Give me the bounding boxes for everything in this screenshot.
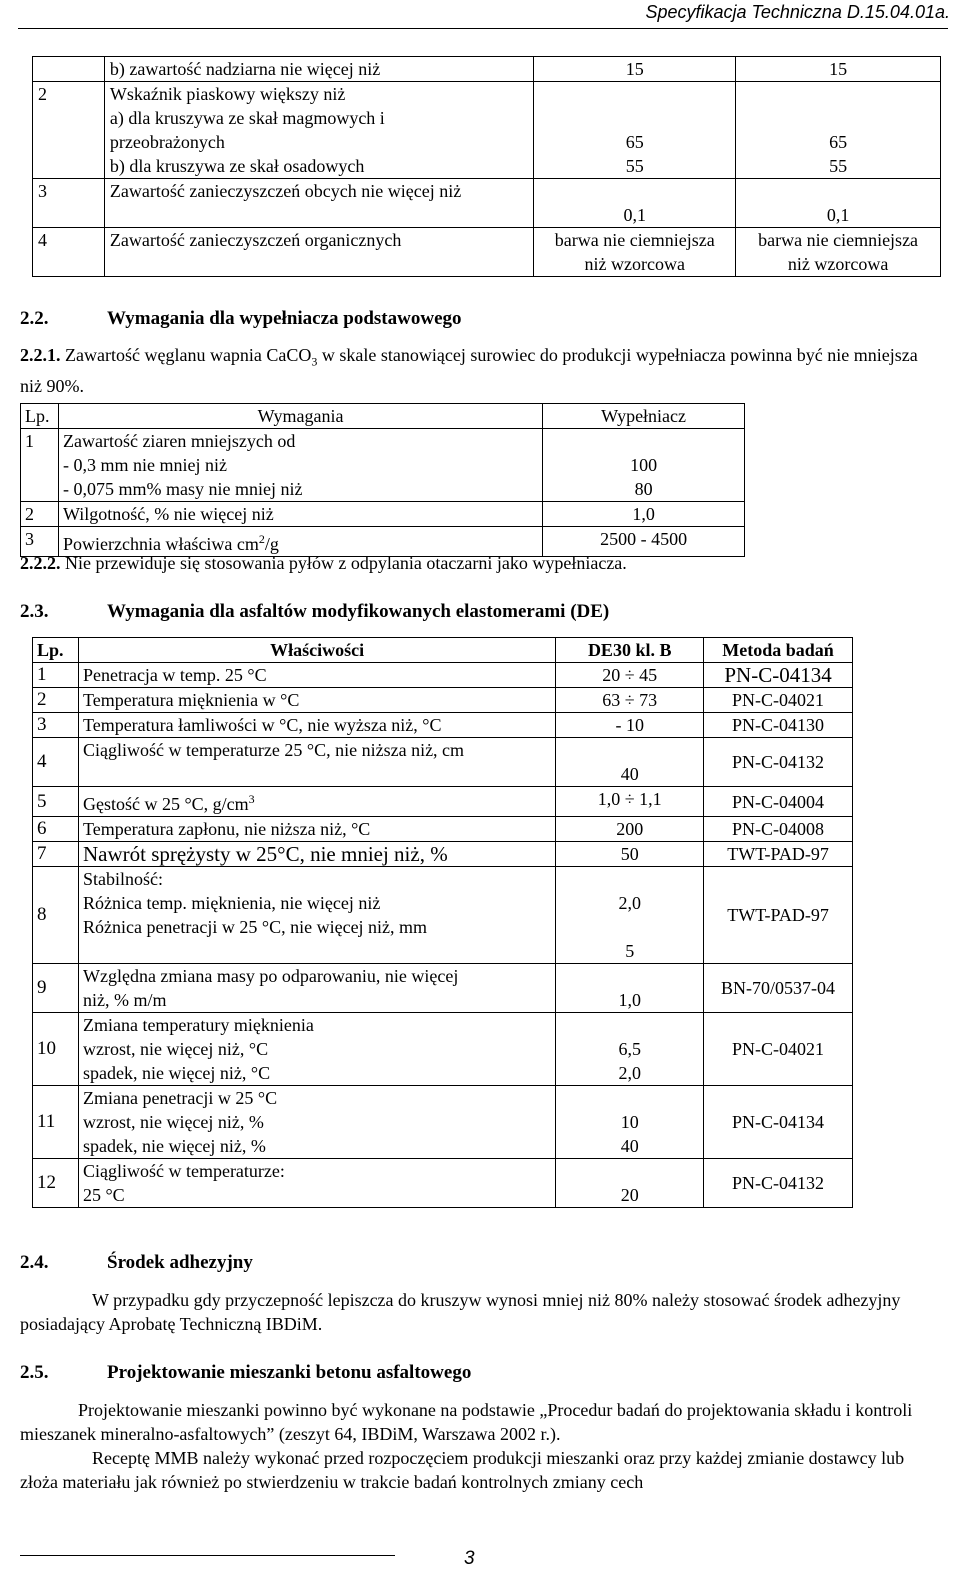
de30-value-line: 20 ÷ 45 (602, 665, 658, 685)
de30-value (556, 1013, 704, 1086)
value-col1 (534, 228, 736, 277)
property-description (78, 964, 555, 1013)
de30-value-line: - 10 (615, 715, 644, 735)
value-col1 (534, 179, 736, 228)
row-description-line: - 0,3 mm nie mniej niż (62, 455, 227, 475)
col-header-de30: DE30 kl. B (556, 638, 704, 663)
property-description (78, 1013, 555, 1086)
property-description-line: Zmiana penetracji w 25 °C (82, 1088, 278, 1108)
filler-value-line: 80 (634, 479, 653, 499)
row-number: 8 (33, 867, 79, 964)
property-description-line: Temperatura zapłonu, nie niższa niż, °C (82, 819, 371, 839)
value-col2 (736, 179, 941, 228)
test-method: PN-C-04132 (704, 738, 853, 787)
row-description (58, 502, 542, 527)
property-description (78, 713, 555, 738)
value-col2-line: 15 (829, 59, 848, 79)
row-description-line: a) dla kruszywa ze skał magmowych i (109, 108, 385, 128)
de30-value-line: 2,0 (618, 1063, 641, 1083)
property-description-line: Zmiana temperatury mięknienia (82, 1015, 314, 1035)
test-method: PN-C-04132 (704, 1159, 853, 1208)
row-description (104, 228, 533, 277)
property-description-line: wzrost, nie więcej niż, °C (82, 1039, 269, 1059)
de30-value-line: 40 (620, 1136, 639, 1156)
property-description (78, 1159, 555, 1208)
value-col1-line: barwa nie ciemniejsza (554, 230, 715, 250)
section-2-3-heading: 2.3. Wymagania dla asfaltów modyfikowanych elastomerami (DE) (20, 601, 610, 622)
section-2-5-heading: 2.5. Projektowanie mieszanki betonu asfaltowego (20, 1362, 472, 1383)
row-number: 2 (33, 82, 105, 179)
col-header-requirements: Wymagania (58, 404, 542, 429)
test-method: PN-C-04130 (704, 713, 853, 738)
col-header-lp: Lp. (33, 638, 79, 663)
table-row (33, 1086, 853, 1159)
de30-value-line: 20 (620, 1185, 639, 1205)
row-number: 3 (21, 527, 59, 557)
de30-value (556, 817, 704, 842)
value-col1-line (539, 179, 730, 203)
value-col2-line: 65 (829, 132, 848, 152)
row-description-line: Zawartość ziaren mniejszych od (62, 431, 296, 451)
de30-value (556, 787, 704, 817)
value-col1-line (539, 82, 730, 106)
section-2-4-heading: 2.4. Środek adhezyjny (20, 1252, 253, 1273)
value-col1-line: 55 (625, 156, 644, 176)
row-description (104, 57, 533, 82)
filler-value-line: 1,0 (632, 504, 655, 524)
paragraph-2-5-b: Receptę MMB należy wykonać przed rozpoczęciem produkcji mieszanki oraz przy każdej zmianie dostawcy lub złoża materiału jak również po stwierdzeniu w trakcie badań kontrolnych zmiany cech (20, 1448, 905, 1492)
de30-value (556, 663, 704, 688)
de30-value-line: 50 (620, 844, 639, 864)
property-description (78, 1086, 555, 1159)
paragraph-2-2-2: 2.2.2. Nie przewiduje się stosowania pyłów z odpylania otaczarni jako wypełniacza. (20, 553, 627, 573)
row-number: 6 (33, 817, 79, 842)
table-row (33, 713, 853, 738)
de30-value (556, 738, 704, 787)
filler-value-line: 2500 - 4500 (600, 529, 688, 549)
col-header-properties: Właściwości (78, 638, 555, 663)
property-description-line: Temperatura mięknienia w °C (82, 690, 300, 710)
table-row (33, 867, 853, 964)
de30-value-line: 63 ÷ 73 (602, 690, 658, 710)
row-description: Powierzchnia właściwa $cm^2/g$ (58, 527, 542, 557)
row-number: 2 (33, 688, 79, 713)
de30-value-line (560, 915, 699, 939)
de30-value-line (560, 1159, 699, 1183)
property-description-line: niż, % m/m (82, 990, 167, 1010)
value-col1-line: 15 (625, 59, 644, 79)
test-method: BN-70/0537-04 (704, 964, 853, 1013)
de30-value (556, 842, 704, 867)
row-number: 7 (33, 842, 79, 867)
de30-value (556, 1086, 704, 1159)
property-description-line: Stabilność: (82, 869, 163, 889)
row-number: 5 (33, 787, 79, 817)
row-number: 3 (33, 179, 105, 228)
table-row (33, 82, 941, 179)
de30-value (556, 867, 704, 964)
property-description-line: 25 °C (82, 1185, 125, 1205)
row-number: 1 (21, 429, 59, 502)
footer-rule (20, 1555, 395, 1556)
value-col1 (534, 57, 736, 82)
filler-value-line (547, 429, 740, 453)
row-number: 4 (33, 228, 105, 277)
property-description-line: Penetracja w temp. 25 °C (82, 665, 267, 685)
table-row (21, 502, 745, 527)
property-description-line: Ciągliwość w temperaturze 25 °C, nie niższa niż, cm (82, 740, 465, 760)
filler-value (543, 502, 745, 527)
de30-value-line: 1,0 ÷ 1,1 (597, 789, 662, 809)
property-description-line: Różnica temp. mięknienia, nie więcej niż (82, 893, 381, 913)
row-description-line: Zawartość zanieczyszczeń organicznych (109, 230, 402, 250)
table-row (33, 688, 853, 713)
row-description-line: - 0,075 mm% masy nie mniej niż (62, 479, 303, 499)
test-method: PN-C-04004 (704, 787, 853, 817)
de30-value (556, 713, 704, 738)
test-method: PN-C-04134 (704, 1086, 853, 1159)
table-row (33, 1159, 853, 1208)
property-description-line: wzrost, nie więcej niż, % (82, 1112, 264, 1132)
value-col2-line (741, 106, 935, 130)
value-col1-line (539, 106, 730, 130)
test-method: PN-C-04021 (704, 688, 853, 713)
row-description (104, 179, 533, 228)
row-number: 2 (21, 502, 59, 527)
de30-value-line (560, 867, 699, 891)
property-description-line: Ciągliwość w temperaturze: (82, 1161, 285, 1181)
property-description-line: spadek, nie więcej niż, % (82, 1136, 266, 1156)
row-description-line: przeobrażonych (109, 132, 225, 152)
table-row (33, 228, 941, 277)
page-header: Specyfikacja Techniczna D.15.04.01a. (645, 2, 950, 22)
property-description (78, 663, 555, 688)
property-description-line: Nawrót sprężysty w 25°C, nie mniej niż, % (82, 842, 448, 866)
value-col2-line: 55 (829, 156, 848, 176)
value-col2 (736, 57, 941, 82)
property-description-line: Temperatura łamliwości w °C, nie wyższa niż, °C (82, 715, 442, 735)
de30-value-line: 200 (616, 819, 644, 839)
value-col1 (534, 82, 736, 179)
test-method: TWT-PAD-97 (704, 867, 853, 964)
row-number: 12 (33, 1159, 79, 1208)
value-col2-line (741, 82, 935, 106)
de30-value-line: 2,0 (618, 893, 641, 913)
modified-asphalt-table (32, 637, 853, 1208)
property-description (78, 817, 555, 842)
page-number: 3 (464, 1548, 475, 1569)
value-col1-line: 0,1 (623, 205, 647, 225)
aggregate-requirements-table (32, 56, 941, 277)
test-method: PN-C-04008 (704, 817, 853, 842)
value-col2 (736, 228, 941, 277)
property-description (78, 842, 555, 867)
row-number: 1 (33, 663, 79, 688)
table-row (33, 57, 941, 82)
table-row (33, 787, 853, 817)
de30-value-line (560, 1013, 699, 1037)
property-description (78, 688, 555, 713)
table-row (33, 1013, 853, 1086)
property-description-line: Różnica penetracji w 25 °C, nie więcej niż, mm (82, 917, 428, 937)
de30-value (556, 688, 704, 713)
table-row (33, 817, 853, 842)
paragraph-2-5-a: Projektowanie mieszanki powinno być wykonane na podstawie „Procedur badań do projektowania składu i kontroli mieszanek mineralno-asfaltowych” (zeszyt 64, IBDiM, Warszawa 2002 r.). (20, 1400, 913, 1444)
row-description (104, 82, 533, 179)
property-description-line: Względna zmiana masy po odparowaniu, nie więcej (82, 966, 459, 986)
col-header-lp: Lp. (21, 404, 59, 429)
de30-value (556, 1159, 704, 1208)
row-description-line: Wskaźnik piaskowy większy niż (109, 84, 346, 104)
col-header-filler: Wypełniacz (543, 404, 745, 429)
test-method: PN-C-04021 (704, 1013, 853, 1086)
property-description-line: spadek, nie więcej niż, °C (82, 1063, 271, 1083)
row-number: 11 (33, 1086, 79, 1159)
de30-value-line: 5 (625, 941, 635, 961)
table-row (33, 964, 853, 1013)
value-col2-line: niż wzorcowa (787, 254, 889, 274)
value-col2-line: barwa nie ciemniejsza (758, 230, 919, 250)
filler-requirements-table (20, 403, 745, 557)
filler-value (543, 429, 745, 502)
table-row (33, 738, 853, 787)
row-number: 10 (33, 1013, 79, 1086)
row-number: 9 (33, 964, 79, 1013)
property-description (78, 738, 555, 787)
de30-value-line (560, 1086, 699, 1110)
table-row (33, 179, 941, 228)
de30-value-line (560, 738, 699, 762)
row-description (58, 429, 542, 502)
section-2-2-heading: 2.2. Wymagania dla wypełniacza podstawowego (20, 308, 462, 329)
filler-value-line: 100 (630, 455, 658, 475)
paragraph-2-2-1: 2.2.1. Zawartość węglanu wapnia CaCO$_3$ w skale stanowiącej surowiec do produkcji wypełniacza powinna być nie mniejsza niż 90%. (20, 345, 918, 396)
paragraph-2-4: W przypadku gdy przyczepność lepiszcza do kruszyw wynosi mniej niż 80% należy stosować środek adhezyjny posiadający Aprobatę Techniczną IBDiM. (20, 1290, 901, 1334)
row-number: 3 (33, 713, 79, 738)
row-description-line: b) zawartość nadziarna nie więcej niż (109, 59, 381, 79)
value-col1-line: 65 (625, 132, 644, 152)
value-col2 (736, 82, 941, 179)
test-method: TWT-PAD-97 (704, 842, 853, 867)
row-description-line: b) dla kruszywa ze skał osadowych (109, 156, 365, 176)
de30-value-line: 6,5 (618, 1039, 641, 1059)
de30-value-line: 1,0 (618, 990, 641, 1010)
table-row (21, 429, 745, 502)
de30-value-line (560, 964, 699, 988)
header-rule (18, 28, 948, 29)
value-col2-line (741, 179, 935, 203)
table-row (33, 663, 853, 688)
property-description (78, 867, 555, 964)
property-description: Gęstość w 25 °C, $g/cm^3$ (78, 787, 555, 817)
de30-value (556, 964, 704, 1013)
table-row (33, 842, 853, 867)
row-description-line: Zawartość zanieczyszczeń obcych nie więcej niż (109, 181, 462, 201)
row-description-line: Wilgotność, % nie więcej niż (62, 504, 274, 524)
value-col1-line: niż wzorcowa (584, 254, 685, 274)
de30-value-line: 10 (620, 1112, 639, 1132)
row-number (33, 57, 105, 82)
test-method: PN-C-04134 (704, 663, 853, 688)
col-header-method: Metoda badań (704, 638, 853, 663)
row-number: 4 (33, 738, 79, 787)
de30-value-line: 40 (620, 764, 639, 784)
value-col2-line: 0,1 (826, 205, 850, 225)
